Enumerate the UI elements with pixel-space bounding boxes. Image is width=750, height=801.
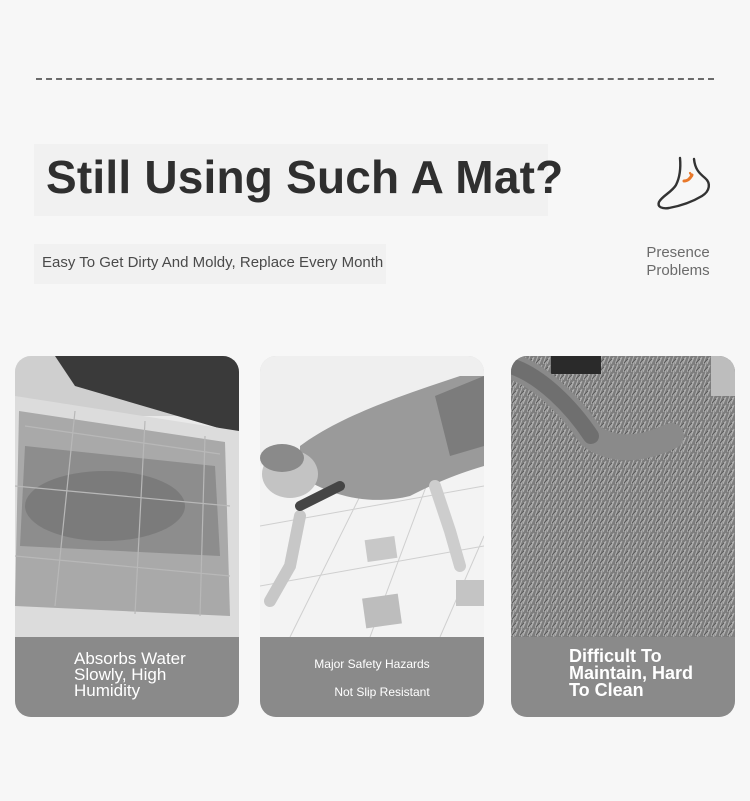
dirty-rug-photo <box>511 356 735 637</box>
caption-panel <box>15 637 239 717</box>
caption-panel <box>260 637 484 717</box>
card-caption: Difficult To Maintain, Hard To Clean <box>569 646 694 700</box>
icon-label: Presence Problems <box>646 244 710 279</box>
title-banner <box>34 144 564 216</box>
page-subtitle: Easy To Get Dirty And Moldy, Replace Every Month <box>42 254 384 271</box>
card-caption: Major Safety Hazards <box>314 657 430 671</box>
card-wet-mat <box>15 356 239 717</box>
dashed-divider <box>36 78 714 80</box>
caption-panel <box>511 637 735 717</box>
card-dirty-rug <box>511 356 735 717</box>
foot-icon <box>654 155 712 211</box>
wet-mat-photo <box>15 356 239 637</box>
card-subcaption: Not Slip Resistant <box>334 685 430 699</box>
card-slip-hazard <box>260 356 484 717</box>
card-caption: Absorbs Water Slowly, High Humidity <box>74 649 186 700</box>
page-title: Still Using Such A Mat? <box>46 151 564 203</box>
subtitle-banner <box>34 244 386 284</box>
slip-photo <box>260 356 484 637</box>
